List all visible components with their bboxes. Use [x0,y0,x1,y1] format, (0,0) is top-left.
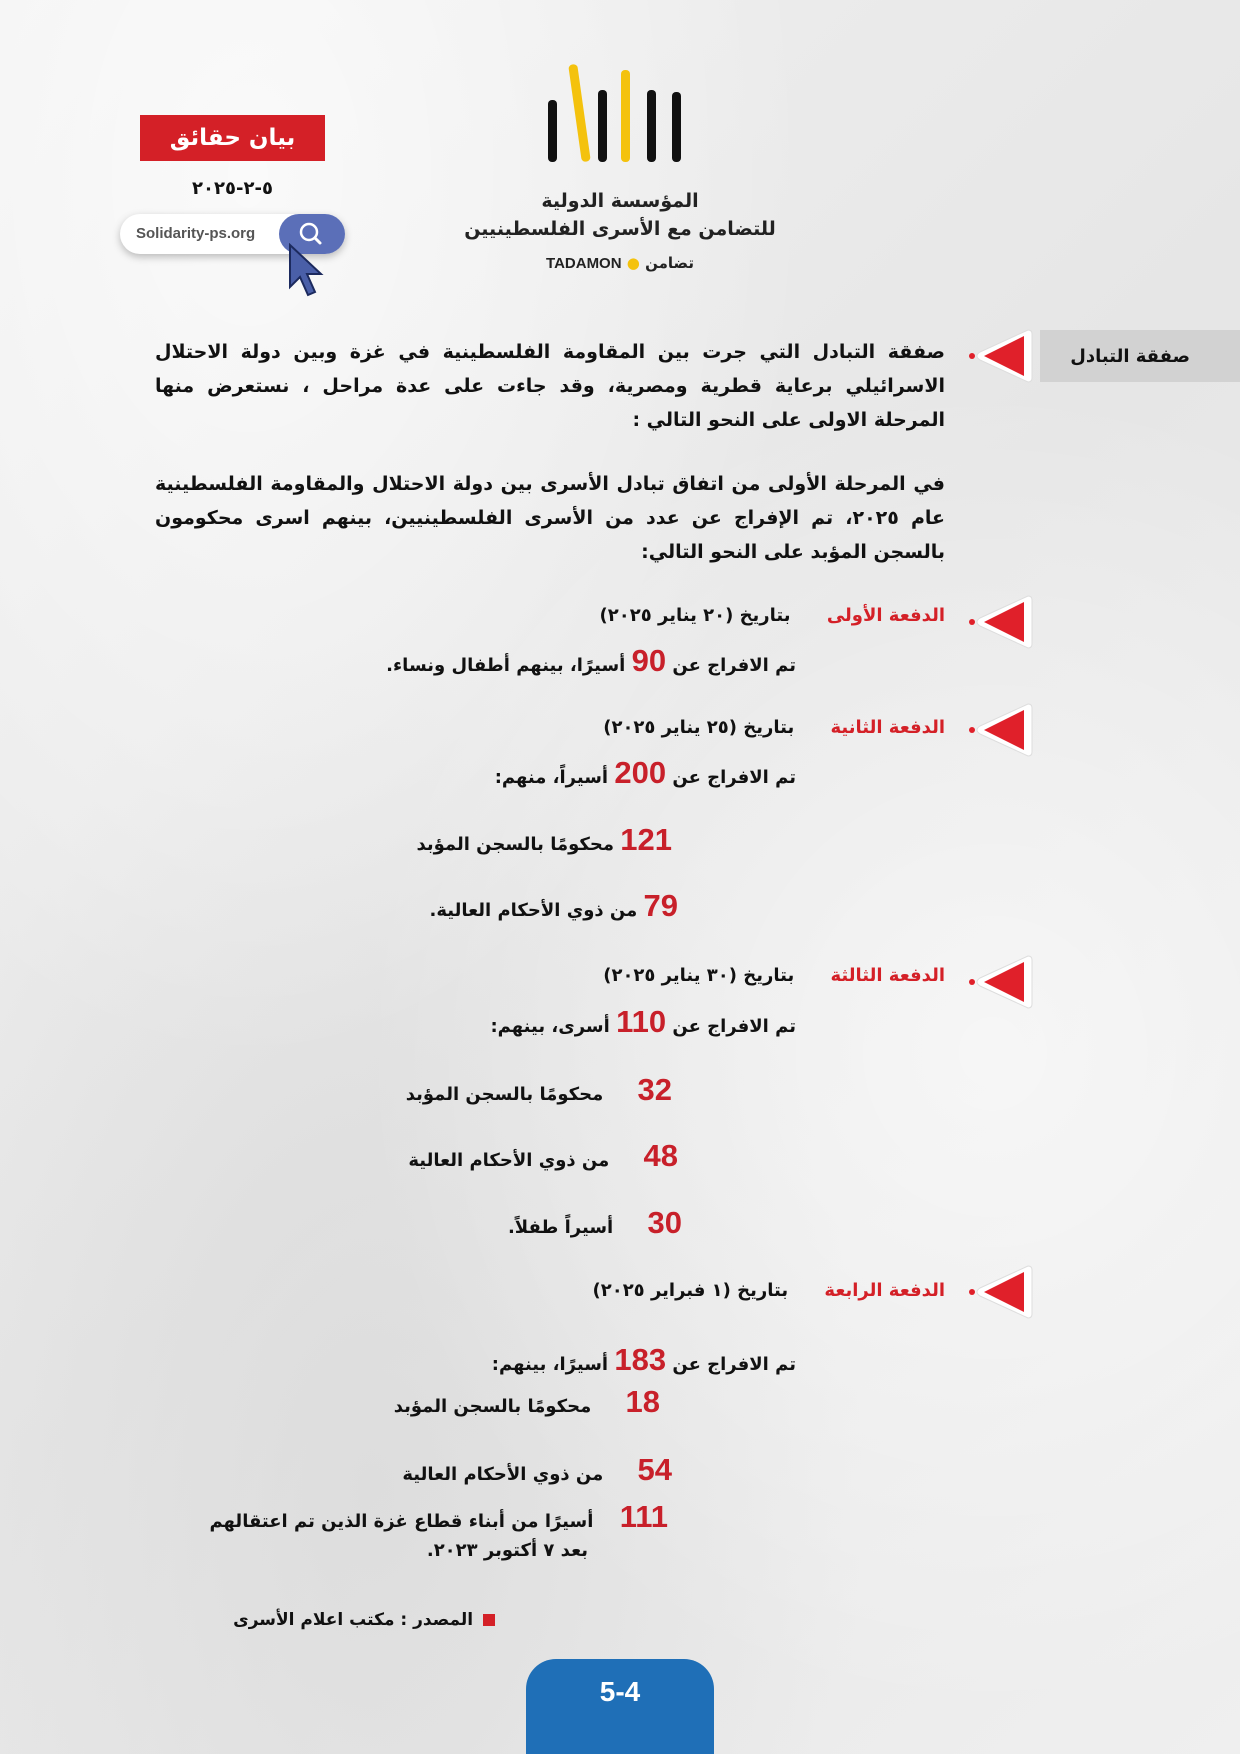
batch-marker-icon [962,1258,1036,1326]
batch-heading [603,717,945,738]
org-name-line2: للتضامن مع الأسرى الفلسطينيين [464,218,776,240]
batch-item [406,1072,672,1108]
item-value: 111 [619,1499,668,1534]
item-value: 121 [620,822,672,857]
batch-item [402,1452,672,1488]
bullet-square-icon [483,1614,495,1626]
brand-wordmark [460,254,780,272]
org-name-line1: المؤسسة الدولية [541,190,699,212]
item-text: أسيرًا من أبناء قطاع غزة الذين تم اعتقالهم [209,1511,594,1532]
batch-item [508,1205,682,1241]
batch-heading [600,605,945,626]
fact-sheet-badge: بيان حقائق [140,115,325,161]
item-value: 32 [637,1072,672,1107]
item-value: 54 [637,1452,672,1487]
batch-total-line: تم الافراج عن 200 أسيراً، منهم: [494,755,796,790]
section-tab-exchange-deal: صفقة التبادل [1040,330,1240,382]
page-number-tab: 5-4 [526,1659,714,1754]
batch-marker-icon [962,696,1036,764]
batch-item [394,1384,660,1420]
batch-total-line: تم الافراج عن 110 أسرى، بينهم: [490,1004,796,1039]
batch-total: 183 [614,1342,667,1377]
brand-ar: تضامن [645,254,694,272]
batch-item [408,1138,678,1174]
item-text: أسيراً طفلاً. [507,1217,614,1238]
batch-label: الدفعة الثانية [830,717,945,738]
item-value: 79 [643,888,678,923]
intro-paragraph: صفقة التبادل التي جرت بين المقاومة الفلسطينية في غزة وبين دولة الاحتلال الاسرائيلي برعاية قطرية ومصرية، وقد جاءت على عدة مراحل ، نستعرض منها المرحلة الاولى على النحو التالي : [155,341,945,431]
brand-dot-icon: ● [626,254,640,272]
item-text: محكومًا بالسجن المؤبد [405,1084,604,1105]
batch-total: 90 [631,643,667,678]
item-text: من ذوي الأحكام العالية [408,1150,610,1171]
org-logo [548,62,688,162]
mouse-pointer-icon [288,243,328,299]
batch-total-line: تم الافراج عن 90 أسيرًا، بينهم أطفال ونساء. [386,643,796,678]
source-note: المصدر : مكتب اعلام الأسرى [233,1610,495,1630]
batch-item [209,1500,668,1539]
website-url: Solidarity-ps.org [136,225,256,242]
item-text: محكومًا بالسجن المؤبد [393,1396,592,1417]
batch-total: 110 [616,1004,667,1039]
batch-label: الدفعة الرابعة [824,1280,945,1301]
item-value: 30 [647,1205,682,1240]
batch-total-line: تم الافراج عن 183 أسيرًا، بينهم: [491,1342,796,1377]
item-text: محكومًا بالسجن المؤبد [416,834,614,855]
batch-item-continuation: بعد ٧ أكتوبر ٢٠٢٣. [426,1540,588,1561]
brand-en: TADAMON [546,255,622,272]
batch-heading [592,1280,945,1301]
batch-marker-icon [962,588,1036,656]
item-text: من ذوي الأحكام العالية. [429,900,638,921]
batch-item [429,888,678,924]
batch-date: بتاريخ (٢٠ يناير ٢٠٢٥) [599,605,791,626]
item-text: من ذوي الأحكام العالية [402,1464,604,1485]
batch-item [416,822,672,858]
batch-label: الدفعة الثالثة [830,965,945,986]
section-arrow-marker-icon [962,322,1036,390]
batch-heading [603,965,945,986]
batch-total: 200 [614,755,667,790]
batch-date: بتاريخ (١ فبراير ٢٠٢٥) [592,1280,789,1301]
batch-date: بتاريخ (٢٥ يناير ٢٠٢٥) [603,717,795,738]
issue-date: ٥-٢-٢٠٢٥ [192,178,273,199]
batch-marker-icon [962,948,1036,1016]
phase-one-paragraph: في المرحلة الأولى من اتفاق تبادل الأسرى بين دولة الاحتلال والمقاومة الفلسطينية عام ٢٠٢٥، تم الإفراج عن عدد من الأسرى الفلسطينيين، بينهم اسرى محكومون بالسجن المؤبد على النحو التالي: [155,473,945,563]
batch-date: بتاريخ (٣٠ يناير ٢٠٢٥) [603,965,795,986]
item-value: 48 [643,1138,678,1173]
item-value: 18 [625,1384,660,1419]
batch-label: الدفعة الأولى [826,605,945,626]
